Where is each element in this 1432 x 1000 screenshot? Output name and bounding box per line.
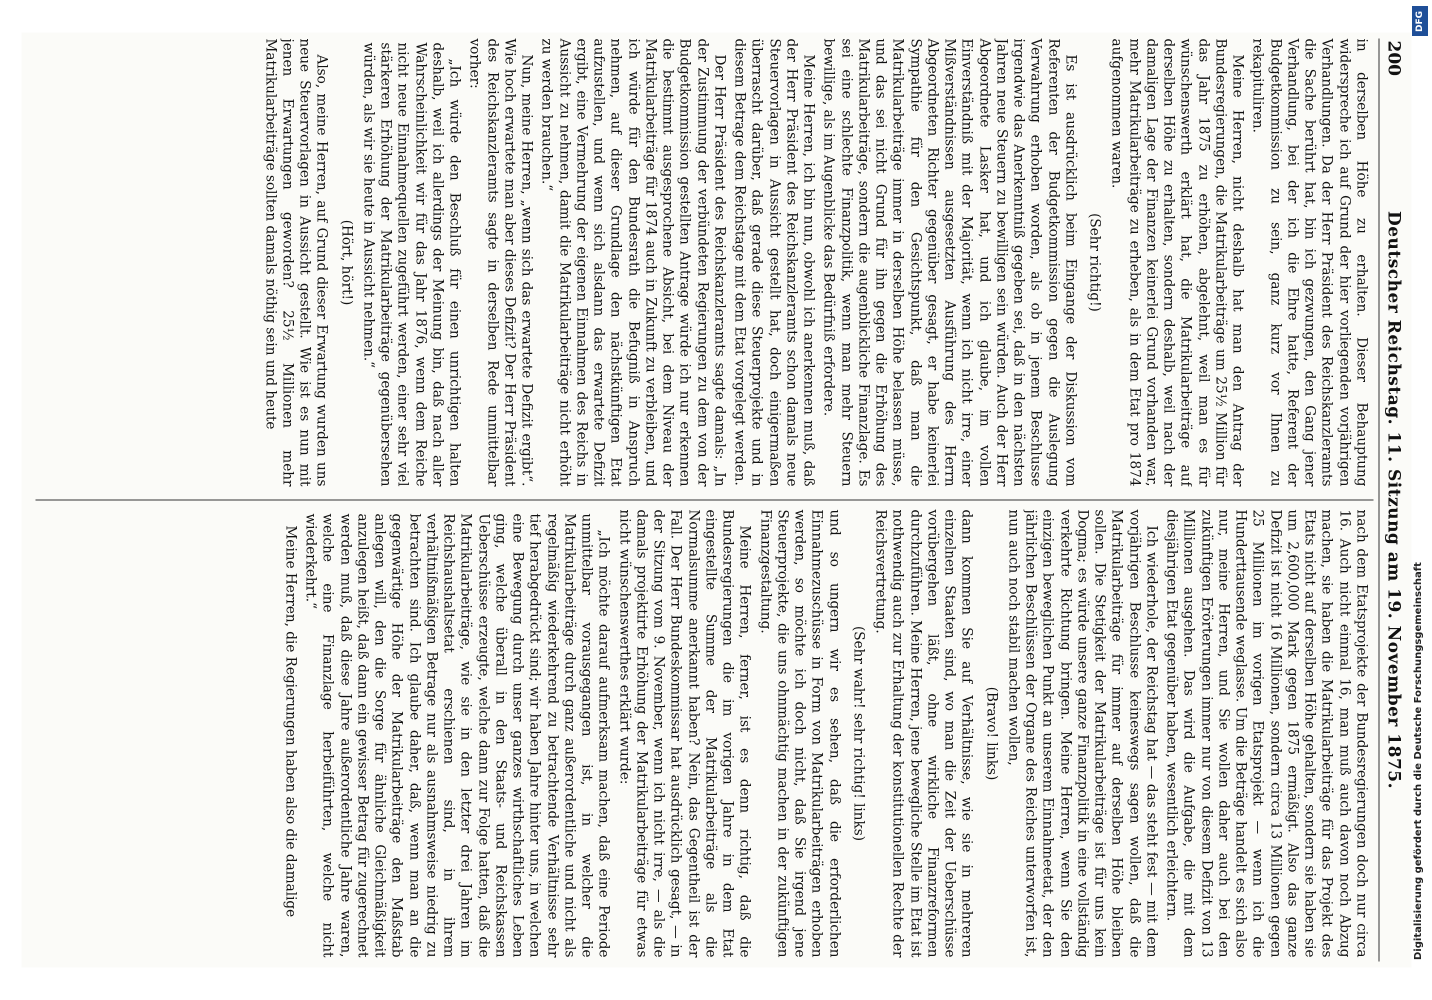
interjection: (Sehr richtig!) xyxy=(1086,213,1103,312)
interjection: (Bravo! links) xyxy=(982,686,999,781)
page-header xyxy=(1377,41,1407,960)
quotation: „Ich möchte darauf aufmerksam machen, daß eine Periode unmittelbar vorausgegangen ist, in welcher die Matrikularbeiträge durch ganz außerordentliche und nicht als regelmäßig wiederkehrend zu betrachtende Verhältnisse sehr tief herabgedrückt sind; wir haben Jahre hinter uns, in welchen eine Bewegung durch unser ganzes wirthschaftliches Leben ging, welche überall in den Staats- und Reichskassen Ueberschüsse erzeugte, welche dann zur Folge hatten, daß die Matrikularbeiträge, wie sie in den letzter drei Jahren im Reichshaushaltsetat erschienen sind, in ihrem verhältnißmäßigen Betrage nur als ausnahmsweise niedrig zu betrachten sind. Ich glaube daher, daß, wenn man an die gegenwärtige Höhe der Matrikularbeiträge den Maßstab anlegen will, den die Sorge für ähnliche Gleichmäßigkeit anzulegen heißt, daß dann ein gewisser Betrag für zugerechnet werden muß, daß diese Jahre außerordentliche Jahre waren, welche eine Finanzlage herbeiführten, welche nicht wiederkehrt.“ xyxy=(302,513,612,958)
column-divider xyxy=(35,500,1373,501)
paragraph: dann kommen Sie auf Verhältnisse, wie sie in mehreren einzelnen Staaten sind, wo man die Zeit der Ueberschüsse vorübergehen läßt, ohne wirkliche Finanzreformen durchzuführen. Meine Herren, jene bewegliche Stelle im Etat ist nothwendig auch zur Erhaltung der konstitutionellen Rechte der Reichsvertretung. xyxy=(872,509,975,958)
dfg-logo xyxy=(1412,6,1428,36)
page-number: 200 xyxy=(1383,40,1403,76)
header-rule xyxy=(1378,39,1379,962)
paragraph: Ich wiederhole, der Reichstag hat — das steht fest — mit dem vorjährigen Beschlusse keineswegs sagen wollen, daß die Matrikularbeiträge für immer auf derselben Höhe bleiben sollen. Die Stetigkeit der Matrikularbeiträge ist für uns kein Dogma; es würde unsere ganze Finanzpolitik in eine vollständig verkehrte Richtung bringen. Meine Herren, wenn Sie den einzigen beweglichen Punkt an unserem Einnahmeetat, der den jährlichen Beschlüssen der Organe des Reiches unterworfen ist, nun auch noch stabil machen wollen, xyxy=(1005,509,1159,958)
paragraph: Meine Herren, die Regierungen haben also die damalige xyxy=(282,525,298,918)
digitization-credit xyxy=(1411,40,1429,960)
paragraph: Also, meine Herren, auf Grund dieser Erwartung wurden uns neue Steuervorlagen in Aussicht gestellt. Wie ist es nun mit jenen Erwartungen geworden? 25½ Millionen mehr Matrikularbeiträge sollten damals nöthig sein und heute xyxy=(261,38,330,487)
paragraph: Es ist ausdrücklich beim Eingange der Diskussion vom Referenten der Budgetkommission gegen die Auslegung Verwahrung erhoben worden, als ob in jenem Beschlusse irgendwie das Anerkenntniß gegeben sei, daß in den nächsten Jahren neue Steuern zu bewilligen sein würden. Auch der Herr Abgeordnete Lasker hat, und ich glaube, im vollen Einverständniß mit der Majorität, wenn ich nicht irre, einer Mißverständnissen ausgesetzten Ausführung des Herrn Abgeordneten Richter gegenüber gesagt, er habe keinerlei Sympathie für den Gesichtspunkt, daß man die Matrikularbeiträge immer in derselben Höhe belassen müsse, und das sei nicht Grund für ihn gegen die Erhöhung des Matrikularbeiträge, sondern die augenblickliche Finanzlage. Es sei eine schlechte Finanzpolitik, wenn man mehr Steuern bewillige, als im Augenblicke das Bedürfniß erfordere. xyxy=(820,38,1078,487)
paragraph: Nun, meine Herren, „wenn sich das erwartete Defizit ergibt“. Wie hoch erwartete man aber dieses Defizit? Der Herr Präsident des Reichskanzleramts sagte in derselben Rede unmittelbar vorher: xyxy=(466,38,535,487)
paragraph: Meine Herren, ich bin nun, obwohl ich anerkennen muß, daß der Herr Präsident des Reichskanzleramts schon damals neue Steuervorlagen in Aussicht gestellt hat, doch einigermaßen überrascht darüber, daß gerade diese Steuerprojekte und in diesem Betrage dem Reichstage mit dem Etat vorgelegt werden. xyxy=(731,38,817,487)
dfg-logo-text: DFG xyxy=(1415,10,1425,32)
quotation: „Ich würde den Beschluß für einen unrichtigen halten deshalb, weil ich allerdings der Meinung bin, daß nach aller Wahrscheinlichkeit wir für das Jahr 1876, wenn dem Reiche nicht neue Einnahmequellen zugeführt werden, einer sehr viel stärkeren Erhöhung der Matrikularbeiträge gegenübersehen würden, als wir sie heute in Aussicht nehmen.“ xyxy=(360,42,463,487)
paragraph: in derselben Höhe zu erhalten. Dieser Behauptung widerspreche ich auf Grund der hier vorliegenden vorjährigen Verhandlungen. Da der Herr Präsident des Reichskanzleramts die Sache berührt hat, bin ich gezwungen, den Gang jener Verhandlung, bei der ich die Ehre hatte, Referent der Budgetkommission zu sein, ganz kurz vor Ihnen zu rekapituliren. xyxy=(1249,38,1369,487)
page-title: Deutscher Reichstag. 11. Sitzung am 19. November 1875. xyxy=(1383,210,1403,790)
paragraph: Der Herr Präsident des Reichskanzleramts sagte damals: „In der Zustimmung der verbündeten Regierungen zu dem von der Budgetkommission gestellten Antrage würde ich nur erkennen die bestimmt ausgesprochene Absicht, bei dem Niveau der Matrikularbeiträge für 1874 auch in Zukunft zu verbleiben, und ich würde für den Bundesrath die Befugniß in Anspruch nehmen, auf dieser Grundlage den nächstkünftigen Etat aufzustellen, und wenn sich alsdann das erwartete Defizit ergibt, eine Vermehrung der eigenen Einnahmen des Reichs in Aussicht zu nehmen, damit die Matrikularbeiträge nicht erhöht zu werden brauchen.“ xyxy=(538,38,727,487)
paragraph: Meine Herren, nicht deshalb hat man den Antrag der Bundesregierungen, die Matrikularbeiträge um 25½ Million für das Jahr 1875 zu erhöhen, abgelehnt, weil man es für wünschenswerth erklärt hat, die Matrikularbeiträge auf derselben Höhe zu erhalten, sondern deshalb, weil nach der damaligen Lage der Finanzen keinerlei Grund vorhanden war, mehr Matrikularbeiträge zu erheben, als in dem Etat pro 1874 aufgenommen waren. xyxy=(1108,38,1246,487)
rotated-page xyxy=(21,33,1411,968)
text-column-left xyxy=(39,39,1369,487)
interjection: (Sehr wahr! sehr richtig! links) xyxy=(850,625,866,842)
paragraph: und so ungern wir es sehen, daß die erforderlichen Einnahmezuschüsse in Form von Matrikularbeiträgen erhoben werden, so möchte ich doch nicht, daß Sie irgend jene Steuerprojekte, die uns ohnmächtig machen in der zukünftigen Finanzgestaltung. xyxy=(756,509,842,958)
paragraph: nach dem Etatsprojekte der Bundesregierungen doch nur circa 16. Auch nicht einmal 16, man muß auch davon noch Abzug machen, sie haben die Matrikularbeiträge für das Projekt des Etats nicht auf derselben Höhe gehalten, sondern sie haben sie um 2,600,000 Mark gegen 1875 ermäßigt. Also das ganze Defizit ist nicht 16 Millionen, sondern circa 13 Millionen gegen 25 Millionen im vorigen Etatsprojekt — wenn ich die Hunderttausende weglasse. Um die Beträge handelt es sich also nur, meine Herren, und Sie wollen daher auch bei den zukünftigen Erörterungen immer nur von diesem Defizit von 13 Millionen ausgehen. Das wird die Aufgabe, die mit dem diesjährigen Etat gegenüber haben, wesentlich erleichtern. xyxy=(1163,509,1369,958)
text-column-right xyxy=(39,510,1369,958)
interjection: (Hört, hört!) xyxy=(337,219,354,306)
credit-text: Digitalisierung gefördert durch die Deutsche Forschungsgemeinschaft xyxy=(1413,562,1424,960)
paragraph: Meine Herren, ferner, ist es denn richtig, daß die Bundesregierungen die im vorigen Jahre in dem Etat eingestellte Summe der Matrikularbeiträge als die Normalsumme anerkannt haben? Nein, das Gegentheil ist der Fall. Der Herr Bundeskommissar hat ausdrücklich gesagt, — in der Sitzung vom 9. November, wenn ich nicht irre, — als die damals projektirte Erhöhung der Matrikularbeiträge für etwas nicht wünschenswerthes erklärt wurde: xyxy=(615,509,753,958)
